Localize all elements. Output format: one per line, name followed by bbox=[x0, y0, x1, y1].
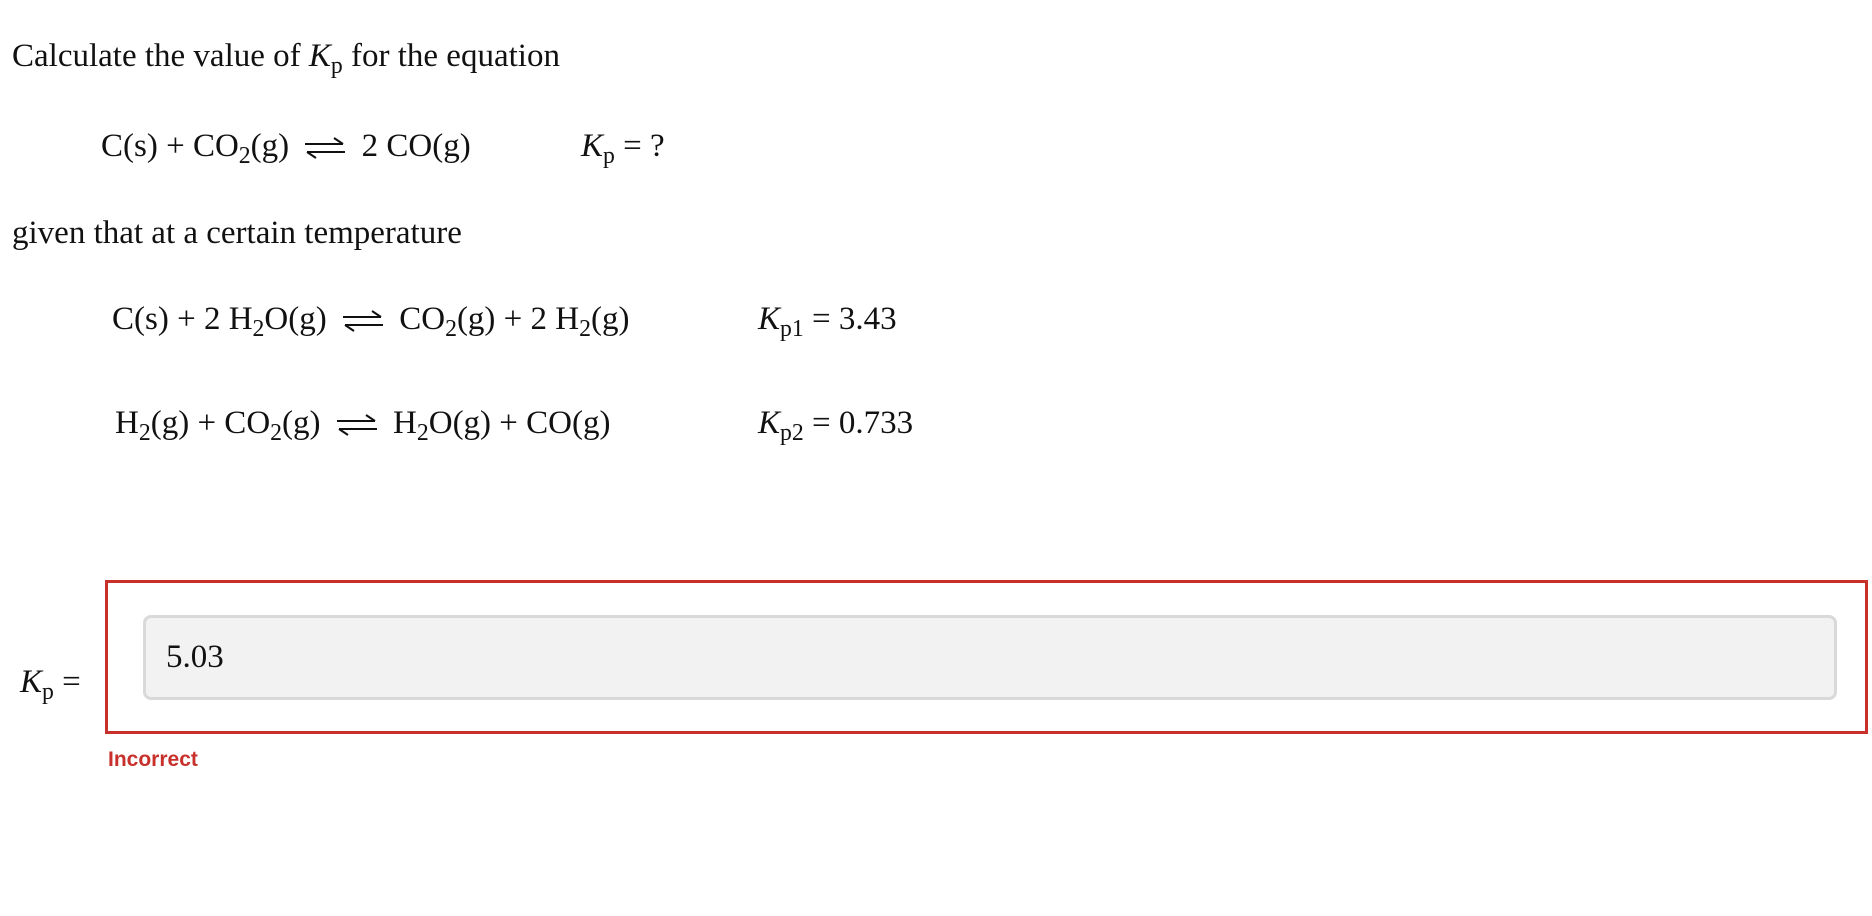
reaction-2: $H_2(g) + CO_2(g)$ $H_2O(g) + CO(g)$ bbox=[115, 405, 611, 447]
answer-label: $K_p$ = bbox=[20, 664, 81, 706]
equilibrium-arrows-icon bbox=[335, 410, 379, 440]
prompt-text-before: Calculate the value of bbox=[12, 38, 309, 74]
kp-subscript: p bbox=[330, 53, 343, 80]
equilibrium-arrows-icon bbox=[303, 133, 347, 163]
prompt-text-after: for the equation bbox=[342, 38, 560, 74]
feedback-incorrect: Incorrect bbox=[108, 748, 198, 771]
kp-symbol: K bbox=[308, 38, 331, 74]
reaction-1-kp: $K_{p1} = 3.43$ bbox=[758, 301, 897, 343]
reaction-2-kp: $K_{p2} = 0.733$ bbox=[758, 405, 914, 447]
target-kp: $K_p$ = ? bbox=[581, 128, 665, 170]
question-prompt bbox=[12, 38, 560, 80]
given-text: given that at a certain temperature bbox=[12, 215, 462, 251]
target-reaction: $C(s) + CO_2(g)$ 2 CO(g) bbox=[101, 128, 471, 170]
answer-box bbox=[105, 580, 1868, 734]
reaction-1: C(s) + 2 $H_2O(g)$ $CO_2(g) + 2$ $H_2(g)$ bbox=[112, 301, 630, 343]
equilibrium-arrows-icon bbox=[341, 306, 385, 336]
kp-answer-input[interactable] bbox=[143, 615, 1837, 700]
